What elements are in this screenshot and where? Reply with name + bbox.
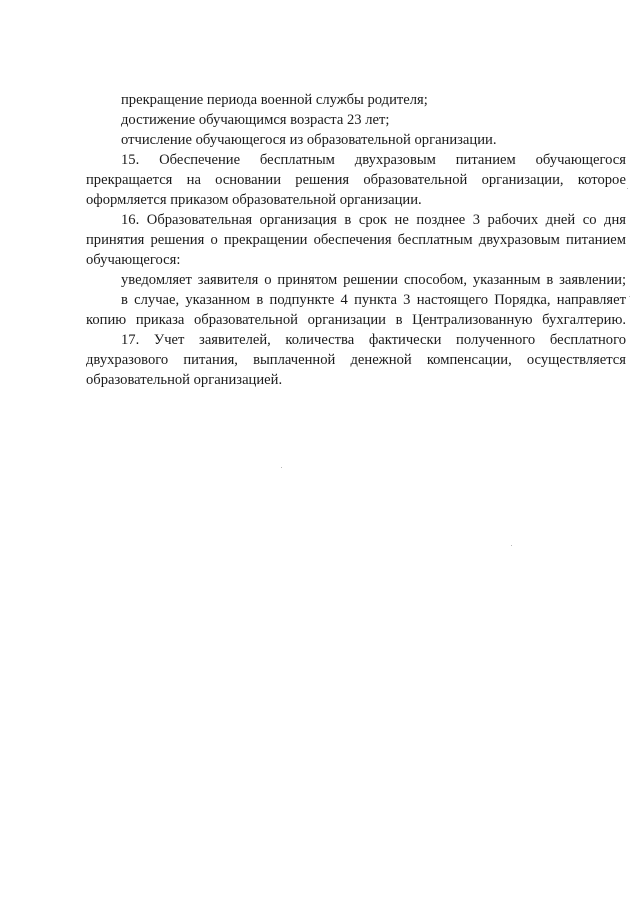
text-line: принятия решения о прекращении обеспечения бесплатным двухразовым питанием (86, 232, 626, 248)
scan-speck (629, 296, 630, 297)
text-line: отчисление обучающегося из образовательной организации. (121, 132, 497, 148)
text-line: достижение обучающимся возраста 23 лет; (121, 112, 390, 128)
scan-speck (281, 467, 282, 468)
paragraph-15-line-1: 15. Обеспечение бесплатным двухразовым питанием обучающегося (121, 152, 626, 168)
text-line: уведомляет заявителя о принятом решении способом, указанным в заявлении; (121, 272, 626, 288)
paragraph-16-line-1: 16. Образовательная организация в срок не позднее 3 рабочих дней со дня (121, 212, 626, 228)
text-line: оформляется приказом образовательной организации. (86, 192, 422, 208)
text-line: прекращение периода военной службы родителя; (121, 92, 428, 108)
text-line: образовательной организацией. (86, 372, 283, 388)
text-line: обучающегося: (86, 252, 181, 268)
text-line: копию приказа образовательной организации в Централизованную бухгалтерию. (86, 312, 626, 328)
document-body (86, 90, 626, 390)
paragraph-17-line-1: 17. Учет заявителей, количества фактически полученного бесплатного (121, 332, 626, 348)
text-line: двухразового питания, выплаченной денежной компенсации, осуществляется (86, 352, 626, 368)
scan-speck (511, 545, 512, 546)
text-line: в случае, указанном в подпункте 4 пункта 3 настоящего Порядка, направляет (121, 292, 626, 308)
text-line: прекращается на основании решения образовательной организации, которое (86, 172, 626, 188)
scan-speck (627, 188, 628, 189)
